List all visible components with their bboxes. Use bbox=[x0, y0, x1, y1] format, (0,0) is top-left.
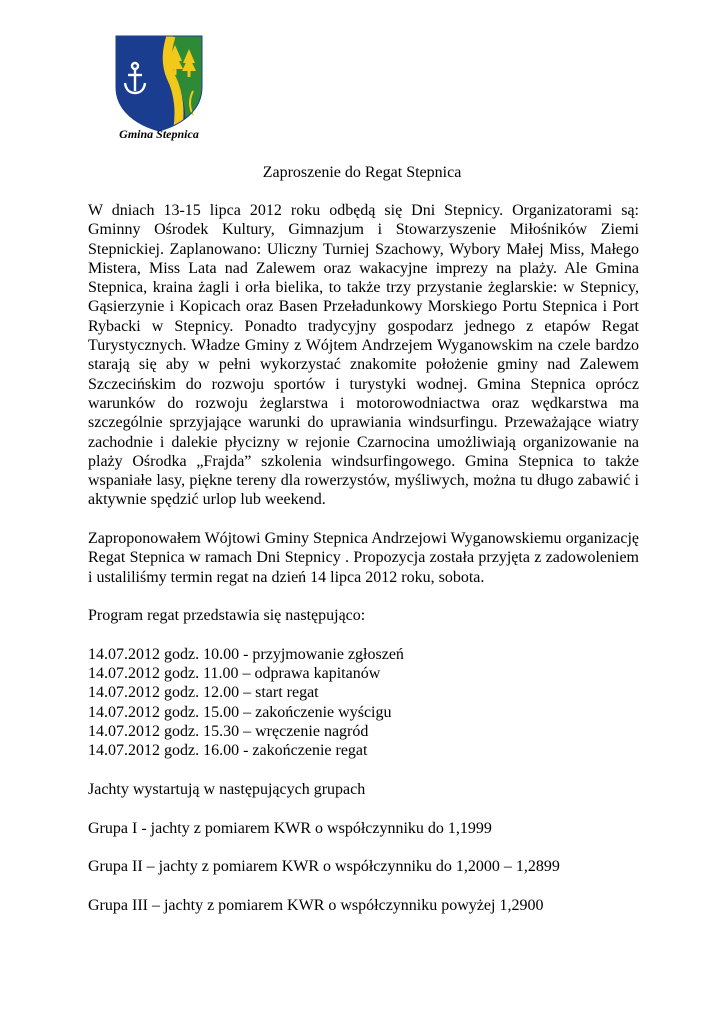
crest-caption: Gmina Stepnica bbox=[119, 127, 199, 141]
groups-heading: Jachty wystartują w następujących grupach bbox=[88, 780, 366, 798]
schedule-item: 14.07.2012 godz. 10.00 - przyjmowanie zgłoszeń bbox=[88, 645, 404, 663]
document-title: Zaproszenie do Regat Stepnica bbox=[262, 164, 462, 181]
gmina-stepnica-crest bbox=[113, 33, 205, 133]
intro-paragraph: W dniach 13-15 lipca 2012 roku odbędą się Dni Stepnicy. Organizatorami są: Gminny Ośrodek Kultury, Gimnazjum i Stowarzyszenie Miłośników Ziemi Stepnickiej. Zaplanowano: Uliczny Turniej Szachowy, Wybory Małej Miss, Małego Mistera, Miss Lata nad Zalewem oraz wakacyjne imprezy na plaży. Ale Gmina Stepnica, kraina żagli i orła bielika, to także trzy przystanie żeglarskie: w Stepnicy, Gąsierzynie i Kopicach oraz Basen Przeładunkowy Morskiego Portu Stepnica i Port Rybacki w Stepnicy. Ponadto tradycyjny gospodarz jednego z etapów Regat Turystycznych. Władze Gminy z Wójtem Andrzejem Wyganowskim na czele bardzo starają się aby w pełni wykorzystać znakomite położenie gminy nad Zalewem Szczecińskim do rozwoju sportów i turystyki wodnej. Gmina Stepnica oprócz warunków do rozwoju żeglarstwa i motorowodniactwa oraz wędkarstwa ma szczególnie sprzyjające warunki do uprawiania windsurfingu. Przeważające wiatry zachodnie i dalekie płycizny w rejonie Czarnocina umożliwiają organizowanie na plaży Ośrodka „Frajda” szkolenia windsurfingowego. Gmina Stepnica to także wspaniałe lasy, piękne tereny dla rowerzystów, myśliwych, można tu długo zabawić i aktywnie spędzić urlop lub weekend. bbox=[88, 202, 639, 509]
schedule-item: 14.07.2012 godz. 15.00 – zakończenie wyścigu bbox=[88, 703, 392, 721]
schedule-item: 14.07.2012 godz. 16.00 - zakończenie regat bbox=[88, 742, 368, 760]
schedule-list bbox=[88, 645, 639, 761]
group-item: Grupa III – jachty z pomiarem KWR o współczynniku powyżej 1,2900 bbox=[88, 896, 544, 914]
schedule-item: 14.07.2012 godz. 11.00 – odprawa kapitanów bbox=[88, 665, 381, 683]
group-item: Grupa I - jachty z pomiarem KWR o współczynniku do 1,1999 bbox=[88, 819, 492, 837]
program-heading: Program regat przedstawia się następująco: bbox=[88, 607, 366, 625]
proposal-paragraph: Zaproponowałem Wójtowi Gminy Stepnica Andrzejowi Wyganowskiemu organizację Regat Stepnica w ramach Dni Stepnicy . Propozycja została przyjęta z zadowoleniem i ustaliliśmy termin regat na dzień 14 lipca 2012 roku, sobota. bbox=[88, 530, 639, 586]
group-item: Grupa II – jachty z pomiarem KWR o współczynniku do 1,2000 – 1,2899 bbox=[88, 858, 560, 876]
schedule-item: 14.07.2012 godz. 15.30 – wręczenie nagród bbox=[88, 723, 369, 741]
schedule-item: 14.07.2012 godz. 12.00 – start regat bbox=[88, 684, 319, 702]
document-body bbox=[88, 201, 639, 915]
